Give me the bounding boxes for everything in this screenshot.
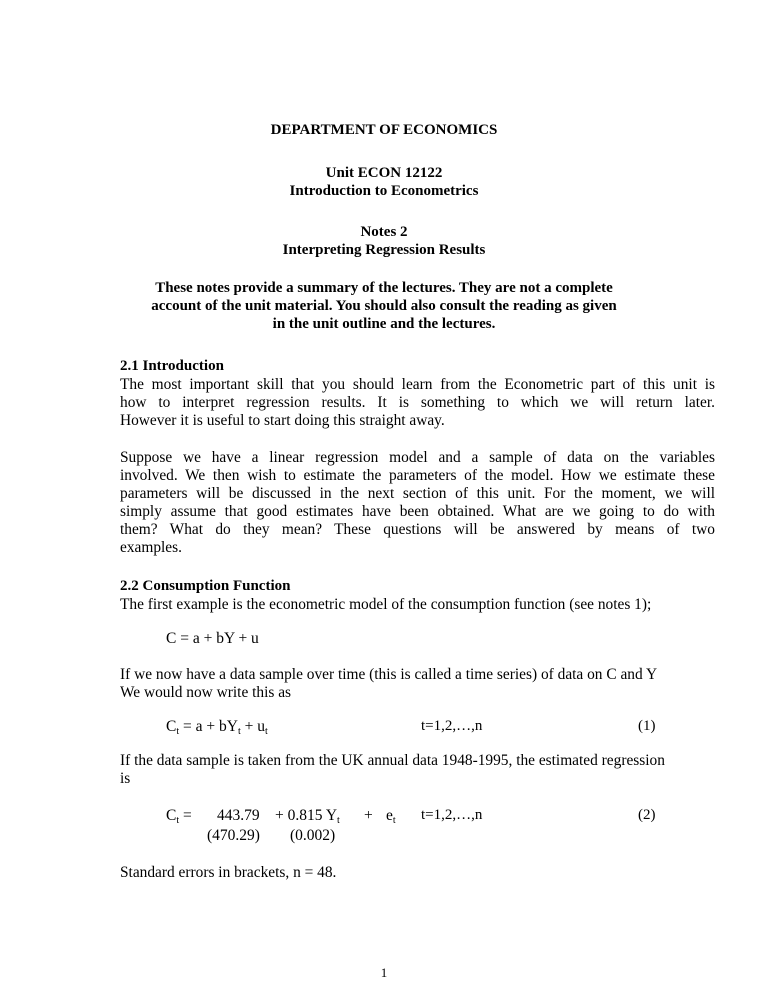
eq2-y-sub: t (337, 815, 340, 826)
eq1-number: (1) (638, 718, 656, 734)
text-line: simply assume that good estimates have been obtained. What are we going to do with (120, 503, 715, 520)
summary-line-1: These notes provide a summary of the lectures. They are not a complete (155, 280, 613, 296)
time-series-line-1: If we now have a data sample over time (this is called a time series) of data on C and Y (120, 666, 658, 683)
eq1-rhs-a: = a + bY (183, 718, 238, 735)
unit-code: Unit ECON 12122 (325, 165, 443, 181)
standard-errors-note: Standard errors in brackets, n = 48. (120, 864, 337, 881)
section-2-1-para-1 (120, 376, 715, 430)
eq2-lhs-symbol: C (166, 807, 177, 824)
eq2-e-sub: t (392, 815, 396, 826)
eq2-se-intercept: (470.29) (207, 827, 260, 844)
text-line: how to interpret regression results. It is something to which we will return later. (120, 394, 715, 411)
time-series-line-2: We would now write this as (120, 684, 292, 701)
eq1-range: t=1,2,…,n (421, 718, 483, 734)
section-2-2-heading: 2.2 Consumption Function (120, 578, 291, 594)
summary-line-2: account of the unit material. You should also consult the reading as given (151, 298, 617, 314)
section-2-1-para-2 (120, 449, 715, 557)
notes-title: Interpreting Regression Results (282, 242, 486, 258)
text-line: examples. (120, 539, 182, 556)
eq2-e: e (386, 807, 393, 824)
eq1-lhs: C (166, 718, 177, 735)
eq2-plus: + (364, 807, 373, 824)
eq1-rhs-sub1: t (237, 726, 241, 737)
section-2-2-intro: The first example is the econometric model of the consumption function (see notes 1); (120, 596, 652, 613)
department-title: DEPARTMENT OF ECONOMICS (270, 122, 498, 138)
eq2-y: Y (325, 807, 338, 824)
eq2-range: t=1,2,…,n (421, 807, 483, 823)
eq2-equals: = (183, 807, 192, 824)
model-equation: C = a + bY + u (166, 630, 259, 647)
text-line: The most important skill that you should learn from the Econometric part of this unit is (120, 376, 715, 393)
eq2-number: (2) (638, 807, 656, 823)
eq1-rhs-b: + u (244, 718, 265, 735)
text-line: Suppose we have a linear regression model and a sample of data on the variables (120, 449, 715, 466)
uk-data-line-1: If the data sample is taken from the UK annual data 1948-1995, the estimated regression (120, 752, 665, 769)
eq1-lhs-sub: t (176, 726, 180, 737)
summary-line-3: in the unit outline and the lectures. (272, 316, 496, 332)
unit-title: Introduction to Econometrics (289, 183, 479, 199)
section-2-1-heading: 2.1 Introduction (120, 358, 224, 374)
text-line: involved. We then wish to estimate the parameters of the model. How we estimate these (120, 467, 715, 484)
eq2-error (386, 807, 396, 826)
notes-number: Notes 2 (360, 224, 408, 240)
uk-data-line-2: is (120, 770, 131, 787)
eq2-intercept: 443.79 (217, 807, 260, 824)
text-line: However it is useful to start doing this straight away. (120, 412, 445, 429)
page-number: 1 (380, 965, 388, 980)
eq2-lhs (166, 807, 192, 826)
text-line: parameters will be discussed in the next section of this unit. For the moment, we will (120, 485, 715, 502)
eq1-rhs-sub2: t (264, 726, 268, 737)
eq2-slope-term (275, 807, 340, 826)
eq2-lhs-sub: t (176, 815, 180, 826)
text-line: them? What do they mean? These questions will be answered by means of two (120, 521, 715, 538)
eq2-se-slope: (0.002) (290, 827, 336, 844)
equation-1 (166, 718, 268, 737)
eq2-slope: + 0.815 (275, 807, 323, 824)
